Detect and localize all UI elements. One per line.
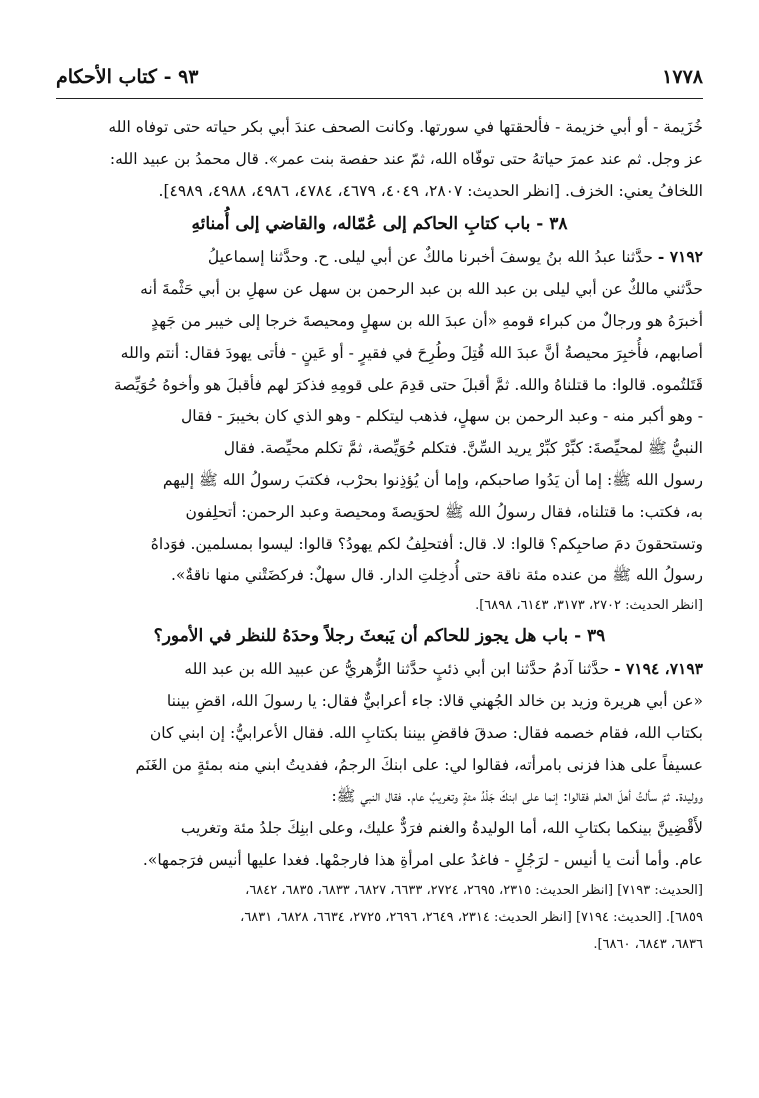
text-line: حدَّثني مالكٌ عن أبي ليلى بن عبد الله بن عبد الرحمن بن سهل عن سهلِ بن أبي حَثْمةَ أنه bbox=[140, 280, 703, 299]
page-number: ١٧٧٨ bbox=[662, 66, 703, 88]
text-line: به، فكتب: ما قتلناه، فقال رسولُ الله ﷺ لحوَيصةَ ومحيصة وعبد الرحمن: أتحلِفون bbox=[185, 502, 703, 521]
text-line: خُزَيمة - أو أبي خزيمة - فألحقتها في سورتها. وكانت الصحف عندَ أبي بكر حياته حتى توفاه الله bbox=[108, 118, 703, 136]
text-line: بكتاب الله، فقام خصمه فقال: صدقَ فاقضِ بيننا بكتابِ الله. فقال الأعرابيُّ: إن ابني كان bbox=[149, 723, 703, 742]
text-line: عسيفاً على هذا فزنى بامرأته، فقالوا لي: على ابنكَ الرجمُ، ففديتُ ابني منه بمئةٍ من الغَنَم bbox=[135, 755, 703, 774]
text-line: لأَقْضِينَّ بينكما بكتابِ الله، أما الوليدةُ والغنم فرَدٌّ عليك، وعلى ابنِكَ جلدُ مئة وتغريب bbox=[180, 819, 703, 838]
hadith-7192-first-line bbox=[56, 241, 703, 274]
text-line: قَتَلتُموه. قالوا: ما قتلناهُ والله. ثمَّ أقبلَ حتى قدِمَ على قومِهِ فذكرَ لهم فأقبلَ هو وأخوهُ حُوَيِّصة bbox=[113, 375, 703, 394]
text-line: عام. وأما أنت يا أنيس - لرَجُلٍ - فاغدُ على امرأةِ هذا فارجمْها. فغدا عليها أنيس فرَجمها». bbox=[142, 850, 703, 869]
text-line: أخبرَهُ هو ورجالٌ من كبراء قومهِ «أن عبدَ الله بن سهلٍ ومحيصةَ خرجا إلى خيبر من جَهدٍ bbox=[151, 311, 703, 330]
cross-reference: ٦٨٥٩]. [الحديث: ٧١٩٤] [انظر الحديث: ٢٣١٤، ٢٦٤٩، ٢٦٩٦، ٢٧٢٥، ٦٦٣٤، ٦٨٢٨، ٦٨٣١، bbox=[240, 909, 703, 925]
cross-reference: ٦٨٣٦، ٦٨٤٣، ٦٨٦٠]. bbox=[593, 936, 703, 952]
hadith-7193-first-line bbox=[56, 653, 703, 686]
text-line: ووليدة. ثمّ سألتُ أهلَ العلم فقالوا: إنما على ابنكَ جَلْدُ مئةٍ وتغريبُ عام. فقال النبي ﷺ: bbox=[331, 787, 703, 806]
cross-reference: [الحديث: ٧١٩٣] [انظر الحديث: ٢٣١٥، ٢٦٩٥، ٢٧٢٤، ٦٦٣٣، ٦٨٢٧، ٦٨٣٣، ٦٨٣٥، ٦٨٤٢، bbox=[245, 882, 703, 898]
cross-reference: [انظر الحديث: ٢٧٠٢، ٣١٧٣، ٦١٤٣، ٦٨٩٨]. bbox=[475, 598, 703, 614]
text-line: اللخافُ يعني: الخزف. [انظر الحديث: ٢٨٠٧، ٤٠٤٩، ٤٦٧٩، ٤٧٨٤، ٤٩٨٦، ٤٩٨٨، ٤٩٨٩]. bbox=[158, 181, 703, 200]
text-line: عز وجل. ثم عند عمرَ حياتهُ حتى توفّاه الله، ثمّ عند حفصة بنت عمر». قال محمدُ بن عبيد الله: bbox=[109, 149, 703, 168]
book-title: ٩٣ - كتاب الأحكام bbox=[56, 66, 199, 88]
text-line: حدَّثنا عبدُ الله بنُ يوسفَ أخبرنا مالكٌ عن أبي ليلى. ح. وحدَّثنا إسماعيلُ bbox=[207, 248, 653, 267]
text-line: أصابهم، فأُخبِرَ محيصةُ أنَّ عبدَ الله قُتِلَ وطُرِحَ في فقيرٍ - أو عَينٍ - فأتى يهودَ فقال: أنتم والله bbox=[120, 343, 703, 362]
running-header bbox=[56, 64, 703, 99]
text-line: وتستحقونَ دمَ صاحبِكم؟ قالوا: لا. قال: أفتحلِفُ لكم يهودُ؟ قالوا: ليسوا بمسلمين. فوَداهُ bbox=[150, 534, 703, 553]
text-line: رسولُ الله ﷺ من عنده مئة ناقة حتى أُدخِلتِ الدار. قال سهلٌ: فركضَتْني منها ناقةٌ». bbox=[170, 566, 703, 585]
text-line: النبيُّ ﷺ لمحيِّصةَ: كبِّرْ كبِّرْ يريد السِّنَّ. فتكلم حُوَيِّصة، ثمَّ تكلم محيِّصة. فقال bbox=[223, 439, 703, 458]
hadith-number: ٧١٩٣، ٧١٩٤ - bbox=[614, 659, 703, 679]
chapter-heading-38: ٣٨ - باب كتابِ الحاكم إلى عُمّاله، والقاضي إلى أُمنائهِ bbox=[191, 214, 568, 235]
page-body bbox=[56, 112, 703, 958]
hadith-number: ٧١٩٢ - bbox=[657, 247, 703, 267]
text-line: - وهو أكبر منه - وعبد الرحمن بن سهلٍ، فذهب ليتكلم - وهو الذي كان بخيبرَ - فقال bbox=[181, 407, 703, 426]
text-line: حدَّثنا آدمُ حدَّثنا ابن أبي ذئبٍ حدَّثنا الزُّهريُّ عن عبيد الله بن عبد الله bbox=[184, 660, 610, 679]
text-line: «عن أبي هريرة وزيد بن خالد الجُهني قالا: جاء أعرابيٌّ فقال: يا رسولَ الله، اقضِ بيننا bbox=[166, 691, 703, 710]
text-line: رسول الله ﷺ: إما أن يَدُوا صاحبكم، وإما أن يُؤذِنوا بحرْب، فكتبَ رسولُ الله ﷺ إليهم bbox=[162, 470, 703, 489]
chapter-heading-39: ٣٩ - باب هل يجوز للحاكم أن يَبعثَ رجلاً وحدَهُ للنظر في الأمور؟ bbox=[153, 626, 606, 647]
